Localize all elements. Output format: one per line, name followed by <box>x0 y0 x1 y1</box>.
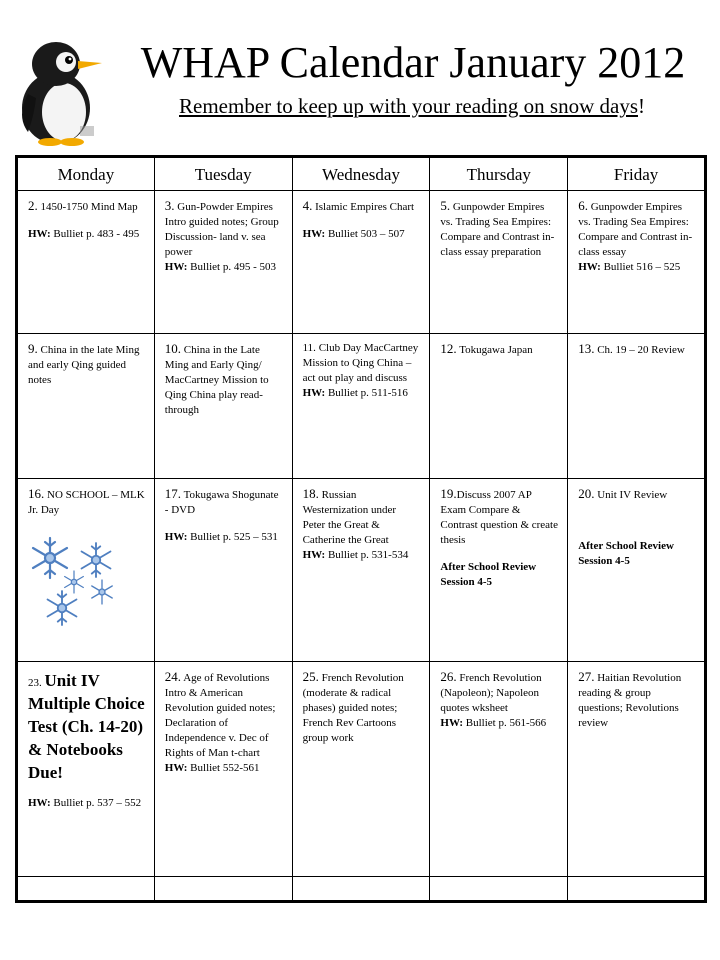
homework-text: Bulliet p. 511-516 <box>327 386 408 399</box>
day-activity: Islamic Empires Chart <box>315 201 415 213</box>
day-activity: China in the late Ming and early Qing guided notes <box>28 343 140 386</box>
day-cell <box>430 191 568 334</box>
weekday-header: Wednesday <box>292 157 430 191</box>
day-activity: Unit IV Review <box>597 488 668 501</box>
day-number: 27. <box>578 668 595 684</box>
empty-cell <box>154 877 292 902</box>
day-activity: Ch. 19 – 20 Review <box>597 343 685 356</box>
day-activity: Gunpowder Empires vs. Trading Sea Empires: Compare and Contrast in-class essay preparation <box>440 201 555 258</box>
calendar-table <box>15 155 707 903</box>
day-activity: China in the Late Ming and Early Qing/ MacCartney Mission to Qing China play read-through <box>164 343 269 416</box>
empty-week-row <box>17 877 706 902</box>
day-cell <box>568 191 706 334</box>
day-cell <box>568 661 706 876</box>
homework-label: HW: <box>302 386 326 399</box>
day-number: 6. <box>578 198 588 213</box>
day-cell <box>154 661 292 876</box>
day-number: 10. <box>164 340 182 356</box>
day-number: 9. <box>28 340 38 356</box>
homework-text: Bulliet p. 537 – 552 <box>53 796 142 809</box>
day-number: 26. <box>440 668 457 684</box>
day-number: 5. <box>440 198 451 213</box>
day-number: 20. <box>578 485 595 501</box>
day-number: 19. <box>440 485 457 501</box>
empty-cell <box>568 877 706 902</box>
homework-label: HW: <box>578 261 601 273</box>
day-cell <box>154 333 292 478</box>
homework-label: HW: <box>28 796 51 809</box>
weekday-header: Friday <box>568 157 706 191</box>
weekday-header: Tuesday <box>154 157 292 191</box>
day-number: 18. <box>302 485 319 501</box>
day-number: 17. <box>164 485 182 501</box>
snowflakes-icon <box>28 534 118 629</box>
page-title: WHAP Calendar January 2012 <box>140 38 686 87</box>
day-activity: 1450-1750 Mind Map <box>40 201 138 213</box>
day-number: 12. <box>440 340 457 356</box>
weekday-header-row <box>17 157 706 191</box>
homework-label: HW: <box>164 530 188 543</box>
day-cell <box>430 661 568 876</box>
day-cell <box>292 333 430 478</box>
day-number: 25. <box>302 668 319 684</box>
week-row <box>17 661 706 876</box>
after-school-note: After School Review Session 4-5 <box>440 560 537 588</box>
weekday-header: Thursday <box>430 157 568 191</box>
day-activity: Haitian Revolution reading & group questions; Revolutions review <box>578 671 682 729</box>
penguin-icon <box>14 36 106 146</box>
weekday-header: Monday <box>17 157 155 191</box>
week-row <box>17 478 706 661</box>
day-cell <box>154 478 292 661</box>
day-activity: Discuss 2007 AP Exam Compare & Contrast question & create thesis <box>440 488 558 546</box>
week-row <box>17 191 706 334</box>
homework-label: HW: <box>28 228 51 240</box>
empty-cell <box>292 877 430 902</box>
homework-text: Bulliet p. 483 - 495 <box>53 228 140 240</box>
day-cell <box>17 333 155 478</box>
day-cell <box>17 478 155 661</box>
empty-cell <box>17 877 155 902</box>
day-activity: Tokugawa Japan <box>459 343 533 356</box>
homework-label: HW: <box>164 261 188 273</box>
day-cell <box>292 661 430 876</box>
day-cell <box>568 478 706 661</box>
homework-text: Bulliet 503 – 507 <box>327 228 405 240</box>
day-activity: Unit IV Multiple Choice Test (Ch. 14-20) & Notebooks Due! <box>28 670 145 782</box>
homework-label: HW: <box>302 228 326 240</box>
homework-text: Bulliet p. 561-566 <box>465 716 547 729</box>
day-activity: NO SCHOOL – MLK Jr. Day <box>28 488 145 516</box>
day-number: 23. <box>28 676 42 689</box>
homework-text: Bulliet p. 531-534 <box>327 548 409 561</box>
day-number: 11. <box>302 341 316 354</box>
day-cell <box>17 191 155 334</box>
day-cell <box>292 478 430 661</box>
week-row <box>17 333 706 478</box>
day-cell <box>17 661 155 876</box>
homework-text: Bulliet p. 525 – 531 <box>190 530 278 543</box>
homework-label: HW: <box>440 716 464 729</box>
day-cell <box>568 333 706 478</box>
day-number: 24. <box>164 668 182 684</box>
empty-cell <box>430 877 568 902</box>
after-school-note: After School Review Session 4-5 <box>578 539 674 567</box>
day-activity: French Revolution (Napoleon); Napoleon quotes wksheet <box>440 671 542 714</box>
homework-text: Bulliet 516 – 525 <box>603 261 681 273</box>
day-number: 2. <box>28 198 38 213</box>
homework-text: Bulliet p. 495 - 503 <box>190 261 277 273</box>
day-activity: Club Day MacCartney Mission to Qing China – act out play and discuss <box>302 341 419 384</box>
day-activity: Tokugawa Shogunate - DVD <box>164 488 279 516</box>
day-cell <box>430 333 568 478</box>
day-activity: Gun-Powder Empires Intro guided notes; Group Discussion- land v. sea power <box>164 201 279 258</box>
day-activity: Russian Westernization under Peter the Great & Catherine the Great <box>302 488 397 546</box>
day-cell <box>430 478 568 661</box>
day-cell <box>292 191 430 334</box>
day-number: 4. <box>302 198 313 213</box>
day-activity: Gunpowder Empires vs. Trading Sea Empires: Compare and Contrast in-class essay <box>578 201 693 258</box>
day-activity: Age of Revolutions Intro & American Revolution guided notes; Declaration of Independence v. Dec of Rights of Man t-chart <box>164 671 276 759</box>
day-activity: French Revolution (moderate & radical phases) guided notes; French Rev Cartoons group work <box>302 671 404 744</box>
day-cell <box>154 191 292 334</box>
page-subtitle: Remember to keep up with your reading on snow days! <box>179 94 645 118</box>
day-number: 13. <box>578 340 595 356</box>
day-number: 16. <box>28 485 45 501</box>
homework-label: HW: <box>164 761 188 774</box>
day-number: 3. <box>164 198 175 213</box>
homework-text: Bulliet 552-561 <box>190 761 260 774</box>
homework-label: HW: <box>302 548 326 561</box>
